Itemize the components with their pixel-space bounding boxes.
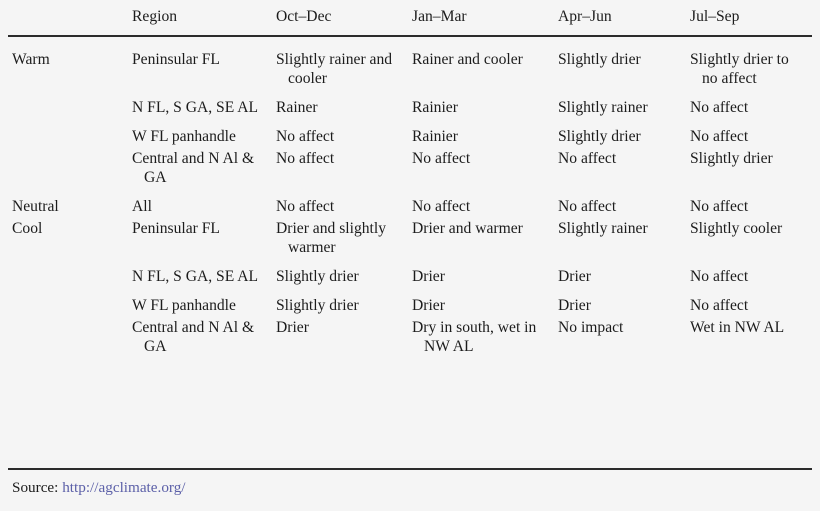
cell-jul-sep: No affect — [690, 198, 749, 216]
source-url-link[interactable]: http://agclimate.org/ — [62, 479, 186, 496]
column-header-oct-dec — [276, 0, 412, 36]
cell-oct-dec: Slightly drier — [276, 297, 359, 315]
source-line — [12, 479, 186, 497]
cell-phase — [8, 286, 132, 315]
phase-label: Neutral — [12, 198, 59, 216]
cell-phase — [8, 36, 132, 88]
table-row — [8, 286, 812, 315]
cell-apr-jun: No affect — [558, 150, 617, 168]
cell-jul-sep: Slightly drier to no affect — [690, 51, 789, 88]
cell-phase — [8, 117, 132, 146]
cell-jan-mar: Dry in south, wet in NW AL — [412, 319, 537, 356]
column-header-region-label: Region — [132, 7, 178, 25]
cell-apr-jun: Slightly drier — [558, 128, 641, 146]
cell-jul-sep: No affect — [690, 297, 749, 315]
cell-jan-mar: Drier and warmer — [412, 220, 523, 238]
phase-label: Cool — [12, 220, 43, 238]
cell-region: All — [132, 198, 152, 216]
table-row — [8, 146, 812, 187]
cell-jan-mar: No affect — [412, 150, 471, 168]
table-row — [8, 187, 812, 216]
cell-phase — [8, 187, 132, 216]
cell-oct-dec: Drier and slightly warmer — [276, 220, 387, 257]
source-label: Source: — [12, 479, 59, 496]
table-row — [8, 36, 812, 88]
cell-phase — [8, 146, 132, 187]
cell-region: Peninsular FL — [132, 51, 220, 68]
cell-jan-mar: No affect — [412, 198, 471, 216]
cell-phase — [8, 257, 132, 286]
column-header-oct-dec-label: Oct–Dec — [276, 7, 332, 25]
table-row — [8, 257, 812, 286]
cell-region: W FL panhandle — [132, 297, 236, 315]
cell-oct-dec: No affect — [276, 198, 335, 216]
cell-jan-mar: Rainer and cooler — [412, 51, 523, 68]
footer-rule — [8, 468, 812, 470]
cell-jul-sep: Slightly cooler — [690, 220, 783, 238]
cell-jul-sep: No affect — [690, 99, 749, 117]
cell-jul-sep: No affect — [690, 128, 749, 146]
table-row — [8, 88, 812, 117]
table-body — [8, 36, 812, 356]
cell-oct-dec: Slightly rainer and cooler — [276, 51, 393, 88]
cell-phase — [8, 88, 132, 117]
column-header-jul-sep-label: Jul–Sep — [690, 7, 740, 25]
cell-region: Central and N Al & GA — [132, 319, 255, 356]
cell-jan-mar: Drier — [412, 268, 445, 286]
cell-apr-jun: No impact — [558, 319, 624, 337]
column-header-jan-mar — [412, 0, 558, 36]
cell-apr-jun: Slightly rainer — [558, 220, 648, 238]
cell-region: N FL, S GA, SE AL — [132, 268, 259, 286]
cell-oct-dec: Drier — [276, 319, 309, 337]
cell-jul-sep: Wet in NW AL — [690, 319, 785, 337]
column-header-apr-jun — [558, 0, 690, 36]
header-row — [8, 0, 812, 36]
cell-region: N FL, S GA, SE AL — [132, 99, 259, 117]
column-header-phase — [8, 0, 132, 36]
cell-jan-mar: Rainier — [412, 128, 458, 146]
cell-region: W FL panhandle — [132, 128, 236, 146]
climate-impacts-table — [8, 0, 812, 356]
cell-phase — [8, 315, 132, 356]
cell-apr-jun: No affect — [558, 198, 617, 216]
cell-apr-jun: Slightly rainer — [558, 99, 648, 117]
cell-jan-mar: Drier — [412, 297, 445, 315]
table-row — [8, 117, 812, 146]
column-header-jul-sep — [690, 0, 812, 36]
cell-region: Central and N Al & GA — [132, 150, 255, 187]
cell-oct-dec: Rainer — [276, 99, 318, 117]
phase-label: Warm — [12, 51, 50, 68]
column-header-apr-jun-label: Apr–Jun — [558, 7, 612, 25]
cell-apr-jun: Slightly drier — [558, 51, 641, 68]
cell-oct-dec: No affect — [276, 150, 335, 168]
column-header-region — [132, 0, 276, 36]
cell-jul-sep: No affect — [690, 268, 749, 286]
table-row — [8, 315, 812, 356]
table-header — [8, 0, 812, 36]
cell-jan-mar: Rainier — [412, 99, 458, 117]
cell-apr-jun: Drier — [558, 268, 591, 286]
column-header-jan-mar-label: Jan–Mar — [412, 7, 467, 25]
cell-jul-sep: Slightly drier — [690, 150, 773, 168]
table-row — [8, 216, 812, 257]
cell-oct-dec: No affect — [276, 128, 335, 146]
cell-oct-dec: Slightly drier — [276, 268, 359, 286]
cell-region: Peninsular FL — [132, 220, 220, 238]
cell-phase — [8, 216, 132, 257]
cell-apr-jun: Drier — [558, 297, 591, 315]
